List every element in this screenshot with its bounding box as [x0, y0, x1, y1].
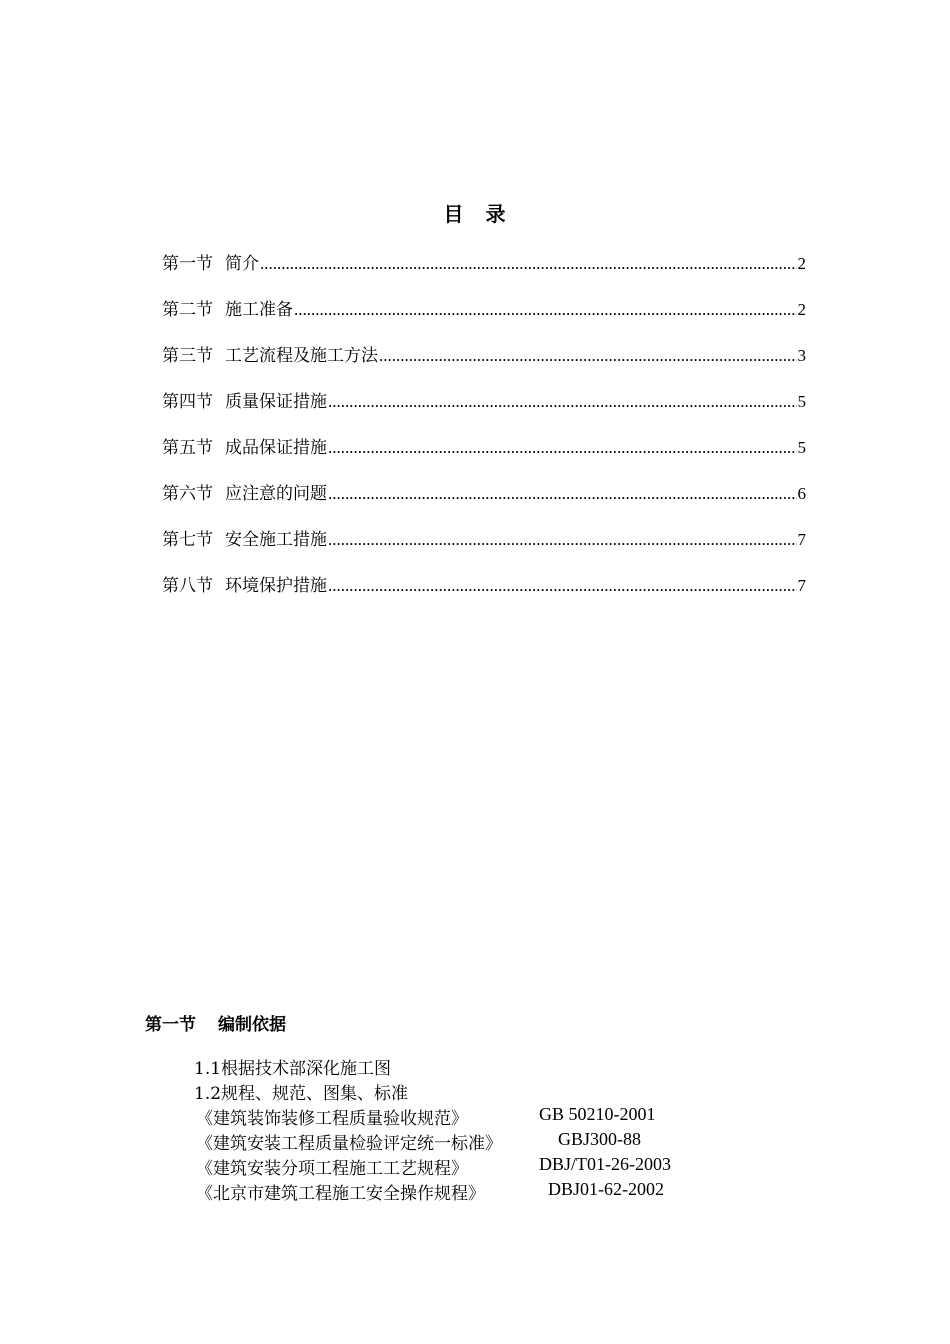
- toc-page-number: 7: [797, 576, 806, 595]
- toc-entry[interactable]: [162, 479, 806, 525]
- toc-leader-dots: [328, 576, 797, 596]
- toc-page-number: 2: [797, 300, 806, 319]
- toc-section-name: 工艺流程及施工方法: [225, 346, 378, 366]
- toc-section-name: 简介: [225, 254, 259, 274]
- toc-page-number: 5: [797, 438, 806, 457]
- toc-entry[interactable]: [162, 571, 806, 617]
- toc-section-number: 第三节: [162, 346, 213, 366]
- reference-code: DBJ/T01-26-2003: [539, 1154, 671, 1174]
- section-title: 编制依据: [218, 1015, 286, 1035]
- reference-code: DBJ01-62-2002: [548, 1179, 664, 1199]
- toc-entry[interactable]: [162, 249, 806, 295]
- toc-leader-dots: [379, 346, 797, 366]
- reference-title: 《建筑安装工程质量检验评定统一标准》: [196, 1134, 502, 1154]
- toc-page-number: 2: [797, 254, 806, 273]
- toc-section-name: 成品保证措施: [225, 438, 327, 458]
- reference-title: 《建筑安装分项工程施工工艺规程》: [196, 1159, 468, 1179]
- toc-section-number: 第二节: [162, 300, 213, 320]
- section-number: 第一节: [145, 1015, 196, 1035]
- toc-section-name: 安全施工措施: [225, 530, 327, 550]
- toc-entry[interactable]: [162, 433, 806, 479]
- toc-page-number: 5: [797, 392, 806, 411]
- toc-entry[interactable]: [162, 525, 806, 571]
- reference-row: [196, 1154, 468, 1179]
- reference-row: [196, 1104, 468, 1129]
- table-of-contents: [162, 249, 806, 617]
- toc-section-name: 环境保护措施: [225, 576, 327, 596]
- toc-leader-dots: [260, 254, 797, 274]
- toc-leader-dots: [328, 484, 797, 504]
- reference-row: [196, 1179, 485, 1204]
- reference-title: 《建筑装饰装修工程质量验收规范》: [196, 1109, 468, 1129]
- section-heading: [145, 1010, 286, 1035]
- toc-leader-dots: [328, 392, 797, 412]
- toc-page-number: 3: [797, 346, 806, 365]
- toc-section-number: 第一节: [162, 254, 213, 274]
- basis-item: 1.2规程、规范、图集、标准: [194, 1084, 409, 1104]
- toc-section-number: 第五节: [162, 438, 213, 458]
- toc-page-number: 7: [797, 530, 806, 549]
- reference-title: 《北京市建筑工程施工安全操作规程》: [196, 1184, 485, 1204]
- reference-code: GB 50210-2001: [539, 1104, 656, 1124]
- toc-entry[interactable]: [162, 295, 806, 341]
- toc-section-name: 应注意的问题: [225, 484, 327, 504]
- toc-section-number: 第七节: [162, 530, 213, 550]
- toc-section-name: 质量保证措施: [225, 392, 327, 412]
- toc-section-number: 第六节: [162, 484, 213, 504]
- toc-leader-dots: [328, 530, 797, 550]
- toc-leader-dots: [328, 438, 797, 458]
- toc-entry[interactable]: [162, 341, 806, 387]
- toc-section-name: 施工准备: [225, 300, 293, 320]
- toc-section-number: 第八节: [162, 576, 213, 596]
- toc-entry[interactable]: [162, 387, 806, 433]
- toc-page-number: 6: [797, 484, 806, 503]
- reference-row: [196, 1129, 502, 1154]
- basis-item: 1.1根据技术部深化施工图: [194, 1059, 392, 1079]
- toc-title: 目 录: [443, 202, 507, 226]
- toc-section-number: 第四节: [162, 392, 213, 412]
- toc-leader-dots: [294, 300, 797, 320]
- reference-code: GBJ300-88: [558, 1129, 642, 1149]
